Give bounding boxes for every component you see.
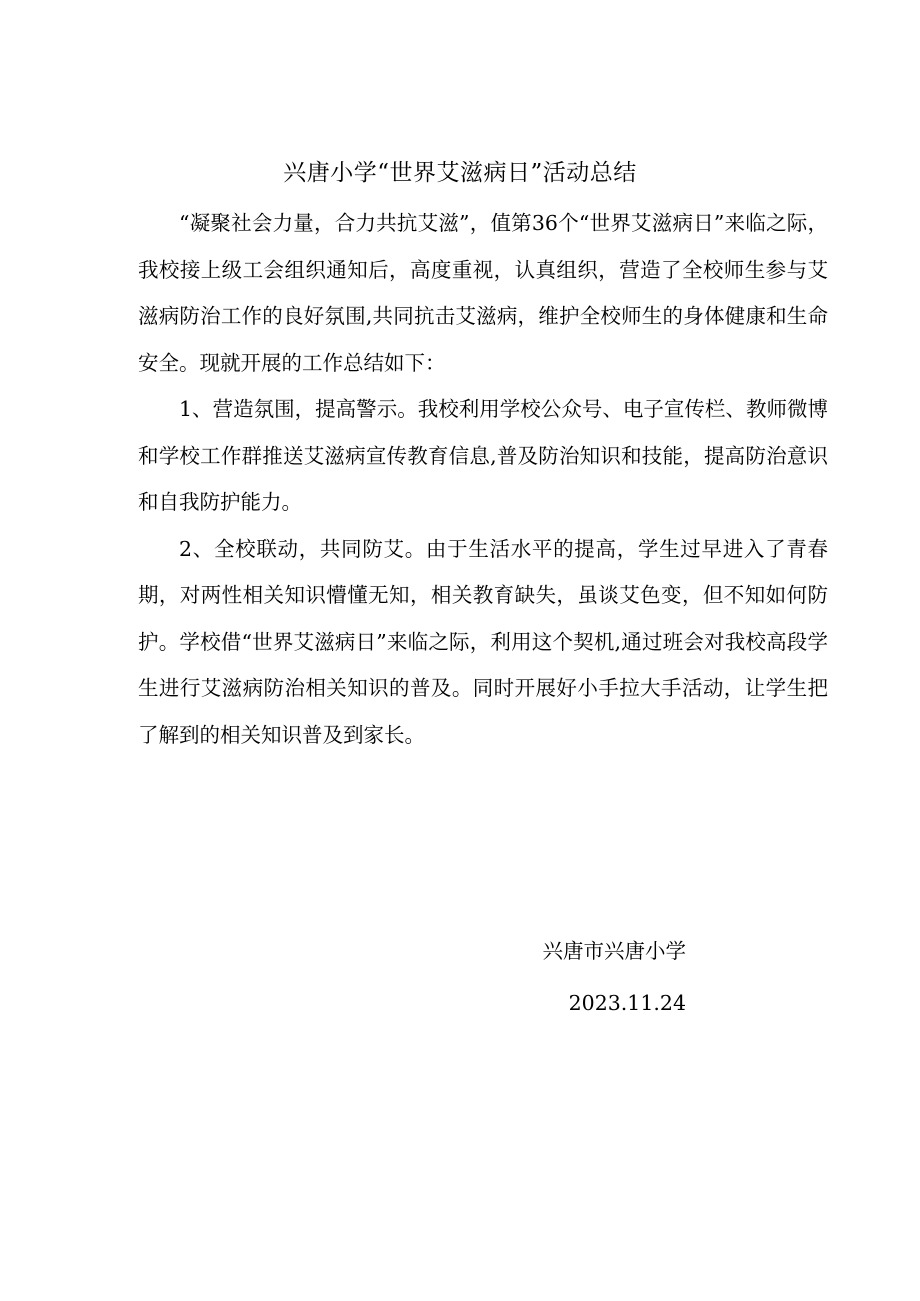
paragraph-item-1: 1、营造氛围，提高警示。我校利用学校公众号、电子宣传栏、教师微博和学校工作群推送艾滋病宣传教育信息,普及防治知识和技能，提高防治意识和自我防护能力。 — [138, 397, 828, 514]
document-title: 兴唐小学“世界艾滋病日”活动总结 — [283, 160, 637, 186]
signature-organization: 兴唐市兴唐小学 — [542, 939, 686, 963]
paragraph-item-2: 2、全校联动，共同防艾。由于生活水平的提高，学生过早进入了青春期，对两性相关知识懵懂无知，相关教育缺失，虽谈艾色变，但不知如何防护。学校借“世界艾滋病日”来临之际，利用这个契机,通过班会对我校高段学生进行艾滋病防治相关知识的普及。同时开展好小手拉大手活动，让学生把了解到的相关知识普及到家长。 — [138, 536, 828, 747]
signature-date: 2023.11.24 — [568, 991, 686, 1015]
document-body — [138, 200, 828, 758]
paragraph-intro: “凝聚社会力量，合力共抗艾滋”，值第36个“世界艾滋病日”来临之际，我校接上级工会组织通知后，高度重视，认真组织，营造了全校师生参与艾滋病防治工作的良好氛围,共同抗击艾滋病，维护全校师生的身体健康和生命安全。现就开展的工作总结如下： — [138, 211, 828, 375]
